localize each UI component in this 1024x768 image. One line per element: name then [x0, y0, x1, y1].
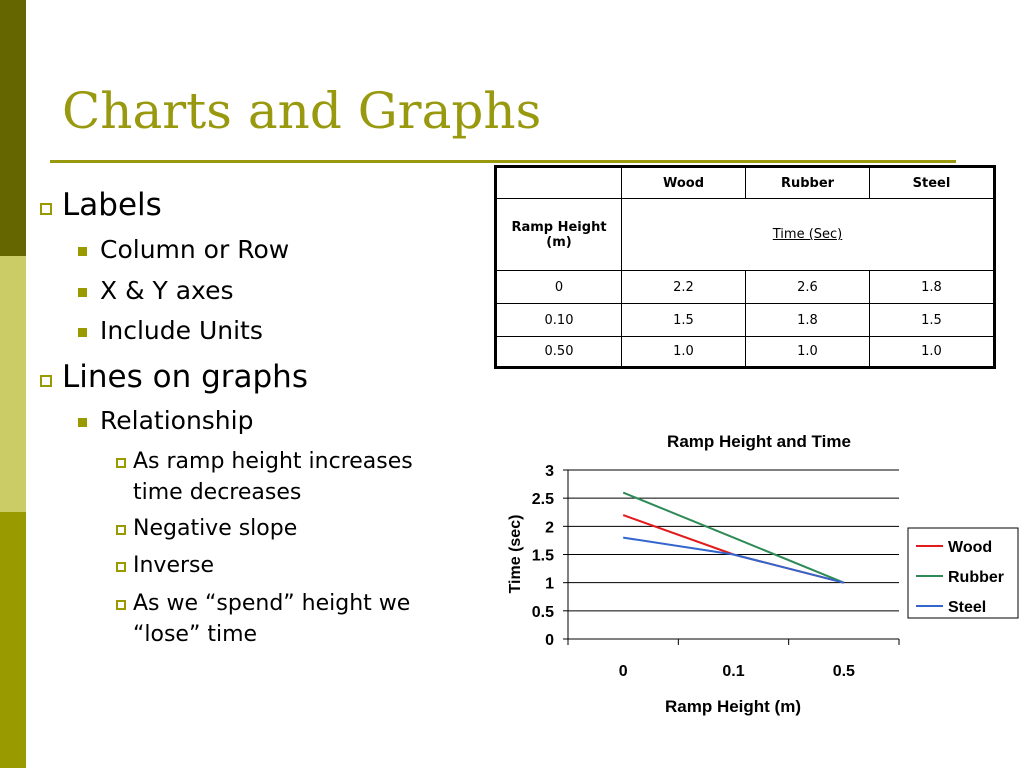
table-cell: 1.0 [870, 337, 995, 368]
y-tick-label: 1.5 [531, 547, 554, 565]
bullet-as-ramp-line2: time decreases [133, 480, 302, 505]
legend-label: Steel [948, 599, 987, 616]
table-cell: 0.50 [496, 337, 622, 368]
chart-title: Ramp Height and Time [667, 432, 851, 451]
x-tick-label: 0.5 [832, 663, 855, 680]
series-line-rubber [623, 493, 844, 583]
table-cell: 0.10 [496, 304, 622, 337]
legend-label: Rubber [948, 569, 1004, 586]
bullet-xy-axes: X & Y axes [100, 276, 234, 305]
bullet-column-or-row: Column or Row [100, 235, 290, 264]
table-cell: 1.0 [746, 337, 870, 368]
table-cell: 2.6 [746, 271, 870, 304]
bullet-negative-slope: Negative slope [133, 516, 298, 541]
column-header: Wood [622, 167, 746, 199]
x-tick-label: 0 [618, 663, 628, 680]
bullet-include-units: Include Units [100, 316, 263, 345]
y-tick-label: 0 [545, 632, 554, 649]
bullet-as-ramp-line1: As ramp height increases [133, 449, 413, 474]
y-axis-label: Time (sec) [507, 514, 524, 594]
x-tick-label: 0.1 [722, 663, 745, 680]
slide-title: Charts and Graphs [62, 82, 542, 140]
table-cell: 1.8 [746, 304, 870, 337]
bullet-inverse: Inverse [133, 553, 215, 578]
y-tick-label: 2.5 [531, 491, 554, 509]
y-tick-label: 1 [545, 575, 554, 593]
column-header: Rubber [746, 167, 870, 199]
column-header: Steel [870, 167, 995, 199]
table-cell: 1.8 [870, 271, 995, 304]
x-axis-label: Ramp Height (m) [665, 697, 801, 716]
table-cell: 2.2 [622, 271, 746, 304]
bullet-spend-line2: “lose” time [133, 622, 258, 647]
unit-label: Time (Sec) [622, 199, 995, 271]
legend-label: Wood [948, 539, 993, 556]
table-cell: 1.5 [622, 304, 746, 337]
bullet-lines-on-graphs: Lines on graphs [62, 359, 308, 395]
table-cell: 1.5 [870, 304, 995, 337]
y-tick-label: 0.5 [531, 603, 554, 621]
table-cell: 0 [496, 271, 622, 304]
row-header: Ramp Height (m) [496, 199, 622, 271]
bullet-relationship: Relationship [100, 406, 254, 435]
table-cell: 1.0 [622, 337, 746, 368]
bullet-spend-line1: As we “spend” height we [133, 591, 411, 616]
y-tick-label: 3 [545, 463, 554, 480]
bullet-labels: Labels [62, 187, 162, 223]
series-line-steel [623, 538, 844, 583]
y-tick-label: 2 [545, 519, 554, 537]
series-line-wood [623, 515, 844, 583]
